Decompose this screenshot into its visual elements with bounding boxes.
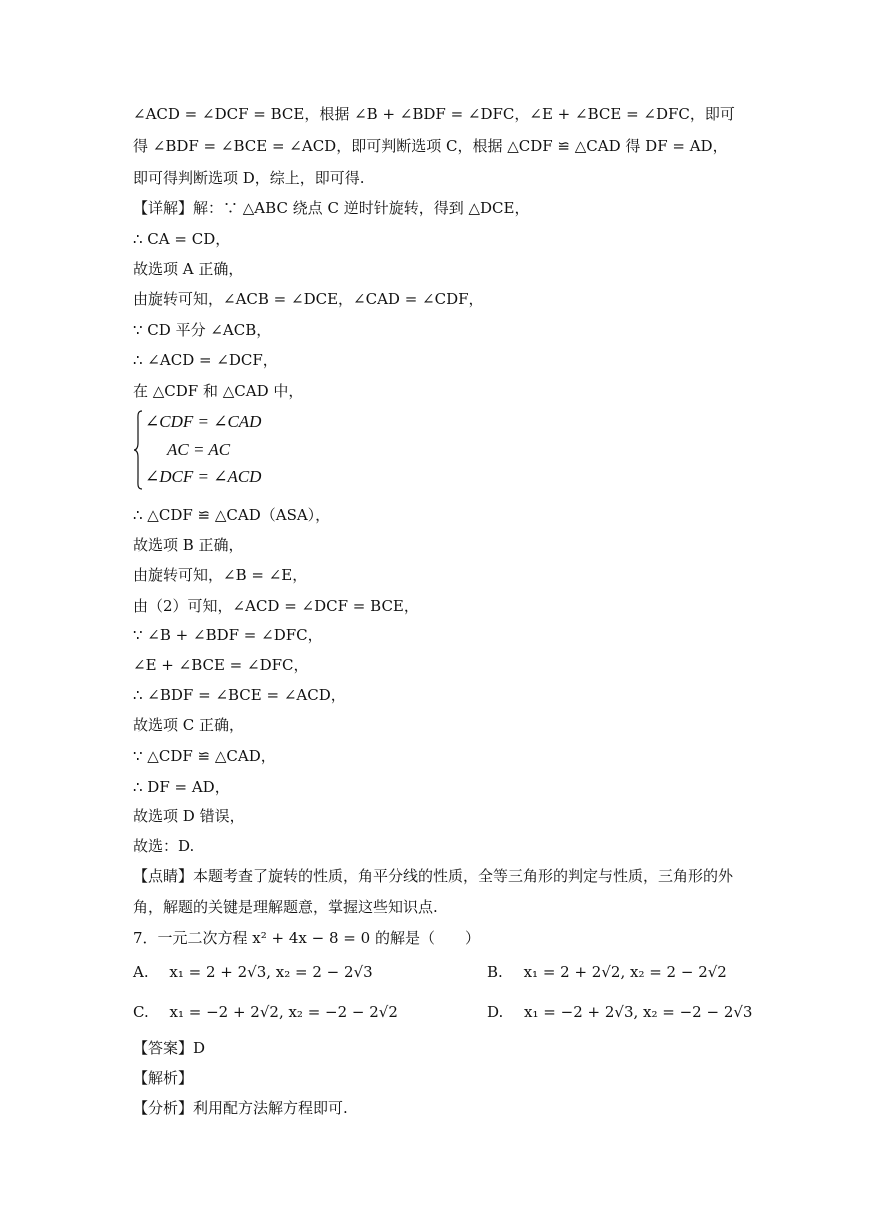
analysis-heading: 【解析】 xyxy=(133,1069,194,1087)
text-line-19: ∵ △CDF ≌ △CAD， xyxy=(133,747,276,765)
option-b-label: B. xyxy=(487,963,503,981)
option-d-label: D. xyxy=(487,1003,504,1021)
remark-line-1: 【点睛】本题考查了旋转的性质，角平分线的性质，全等三角形的判定与性质，三角形的外 xyxy=(133,867,734,885)
text-line-2: 得 ∠BDF = ∠BCE = ∠ACD，即可判断选项 C，根据 △CDF ≌ △CAD 得 DF = AD， xyxy=(133,137,728,155)
text-line-17: ∴ ∠BDF = ∠BCE = ∠ACD， xyxy=(133,686,346,704)
text-line-22: 故选：D. xyxy=(133,837,195,855)
remark-line-2: 角，解题的关键是理解题意，掌握这些知识点. xyxy=(133,898,438,916)
answer-line: 【答案】D xyxy=(133,1039,206,1057)
option-b-text: x₁ = 2 + 2√2, x₂ = 2 − 2√2 xyxy=(523,963,727,981)
option-d xyxy=(487,1003,752,1021)
left-brace-icon xyxy=(133,410,143,490)
text-line-15: ∵ ∠B + ∠BDF = ∠DFC， xyxy=(133,626,323,644)
analysis-line: 【分析】利用配方法解方程即可. xyxy=(133,1099,348,1117)
text-line-13: 由旋转可知，∠B = ∠E， xyxy=(133,566,308,584)
text-line-12: 故选项 B 正确， xyxy=(133,536,244,554)
text-line-9: ∴ ∠ACD = ∠DCF， xyxy=(133,351,278,369)
text-line-14: 由（2）可知，∠ACD = ∠DCF = BCE， xyxy=(133,597,419,615)
text-line-6: 故选项 A 正确， xyxy=(133,260,244,278)
system-row-1: ∠CDF = ∠CAD xyxy=(145,412,262,431)
text-line-10: 在 △CDF 和 △CAD 中， xyxy=(133,382,304,400)
question-7: 7．一元二次方程 x² + 4x − 8 = 0 的解是（ ） xyxy=(133,929,480,947)
option-c-text: x₁ = −2 + 2√2, x₂ = −2 − 2√2 xyxy=(169,1003,398,1021)
option-c xyxy=(133,1003,398,1021)
text-line-20: ∴ DF = AD， xyxy=(133,778,230,796)
option-a-label: A. xyxy=(133,963,149,981)
system-row-3: ∠DCF = ∠ACD xyxy=(145,467,262,486)
system-row-2: AC = AC xyxy=(167,440,231,459)
text-line-21: 故选项 D 错误， xyxy=(133,807,245,825)
equation-system xyxy=(133,410,333,494)
text-line-8: ∵ CD 平分 ∠ACB， xyxy=(133,321,272,339)
text-line-18: 故选项 C 正确， xyxy=(133,716,245,734)
option-a-text: x₁ = 2 + 2√3, x₂ = 2 − 2√3 xyxy=(169,963,373,981)
option-a xyxy=(133,963,373,981)
text-line-7: 由旋转可知，∠ACB = ∠DCE，∠CAD = ∠CDF， xyxy=(133,290,484,308)
text-line-11: ∴ △CDF ≌ △CAD（ASA）， xyxy=(133,506,331,524)
text-line-3: 即可得判断选项 D，综上，即可得. xyxy=(133,169,365,187)
detail-heading-line: 【详解】解：∵ △ABC 绕点 C 逆时针旋转，得到 △DCE， xyxy=(133,199,530,217)
option-c-label: C. xyxy=(133,1003,149,1021)
text-line-1: ∠ACD = ∠DCF = BCE，根据 ∠B + ∠BDF = ∠DFC，∠E + ∠BCE = ∠DFC，即可 xyxy=(133,105,735,123)
text-line-5: ∴ CA = CD， xyxy=(133,230,231,248)
option-b xyxy=(487,963,727,981)
text-line-16: ∠E + ∠BCE = ∠DFC， xyxy=(133,656,309,674)
option-d-text: x₁ = −2 + 2√3, x₂ = −2 − 2√3 xyxy=(524,1003,753,1021)
